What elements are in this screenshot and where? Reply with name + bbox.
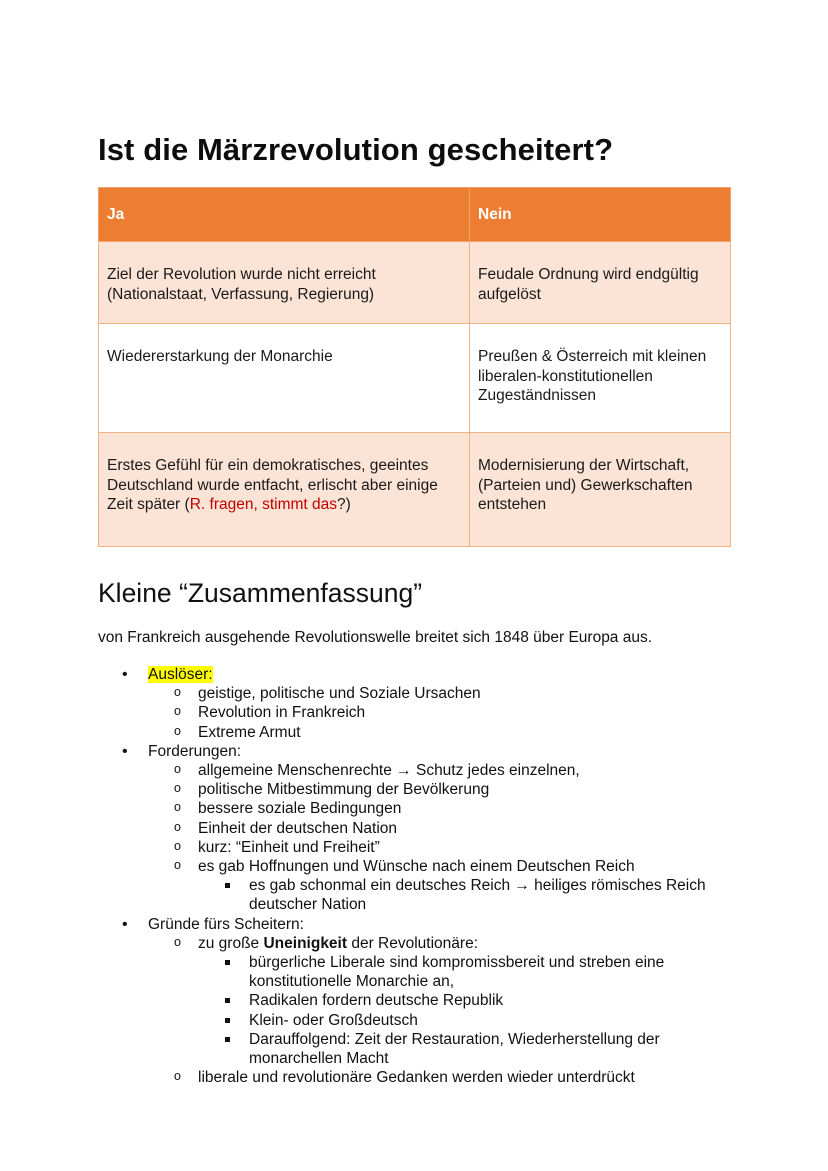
cell-ja	[99, 433, 470, 547]
list-item: o Extreme Armut	[148, 723, 738, 742]
list-item: Klein- oder Großdeutsch	[198, 1011, 738, 1030]
list-text: es gab Hoffnungen und Wünsche nach einem Deutschen Reich	[198, 858, 635, 876]
red-note: R. fragen, stimmt das	[189, 496, 337, 513]
list-item: o Einheit der deutschen Nation	[148, 819, 738, 838]
list-item	[98, 665, 738, 742]
list-item	[98, 742, 738, 915]
list-item	[148, 934, 738, 1068]
list-item: o allgemeine Menschenrechte → Schutz jedes einzelnen,	[148, 761, 738, 780]
list-item: Radikalen fordern deutsche Republik	[198, 991, 738, 1010]
list-item	[98, 915, 738, 1088]
header-ja: Ja	[99, 188, 470, 242]
list-text: der Revolutionäre:	[347, 934, 478, 952]
list-item: o politische Mitbestimmung der Bevölkerung	[148, 780, 738, 799]
list-item: o kurz: “Einheit und Freiheit”	[148, 838, 738, 857]
header-nein: Nein	[470, 188, 731, 242]
list-item: o Revolution in Frankreich	[148, 703, 738, 722]
section-label: Gründe fürs Scheitern:	[148, 915, 304, 933]
list-item: es gab schonmal ein deutsches Reich → heiliges römisches Reich deutscher Nation	[198, 876, 738, 914]
list-item: o bessere soziale Bedingungen	[148, 799, 738, 818]
table-row	[99, 324, 731, 433]
list-item: Darauffolgend: Zeit der Restauration, Wiederherstellung der monarchellen Macht	[198, 1030, 738, 1068]
table-row	[99, 433, 731, 547]
cell-ja: Ziel der Revolution wurde nicht erreicht (Nationalstaat, Verfassung, Regierung)	[99, 242, 470, 324]
table-row	[99, 242, 731, 324]
summary-intro: von Frankreich ausgehende Revolutionswelle breitet sich 1848 über Europa aus.	[98, 629, 653, 646]
cell-nein: Modernisierung der Wirtschaft, (Parteien und) Gewerkschaften entstehen	[470, 433, 731, 547]
comparison-table	[98, 187, 731, 547]
summary-heading: Kleine “Zusammenfassung”	[98, 578, 423, 608]
cell-text: ?)	[337, 496, 351, 513]
list-text: zu große	[198, 934, 264, 952]
page-title: Ist die Märzrevolution gescheitert?	[98, 132, 614, 167]
section-label: Forderungen:	[148, 742, 242, 760]
highlighted-label: Auslöser:	[148, 666, 213, 683]
list-item	[148, 857, 738, 915]
bold-term: Uneinigkeit	[263, 934, 348, 952]
list-item: o geistige, politische und Soziale Ursachen	[148, 684, 738, 703]
cell-ja: Wiedererstarkung der Monarchie	[99, 324, 470, 433]
cell-nein: Feudale Ordnung wird endgültig aufgelöst	[470, 242, 731, 324]
summary-outline	[98, 665, 738, 1087]
cell-text: Erstes Gefühl für ein demokratisches, geeintes Deutschland wurde entfacht, erlischt aber einige Zeit später (	[107, 457, 438, 513]
cell-nein: Preußen & Österreich mit kleinen liberalen-konstitutionellen Zugeständnissen	[470, 324, 731, 433]
list-item: bürgerliche Liberale sind kompromissbereit und streben eine konstitutionelle Monarchie an,	[198, 953, 738, 991]
list-item: o liberale und revolutionäre Gedanken werden wieder unterdrückt	[148, 1068, 738, 1087]
